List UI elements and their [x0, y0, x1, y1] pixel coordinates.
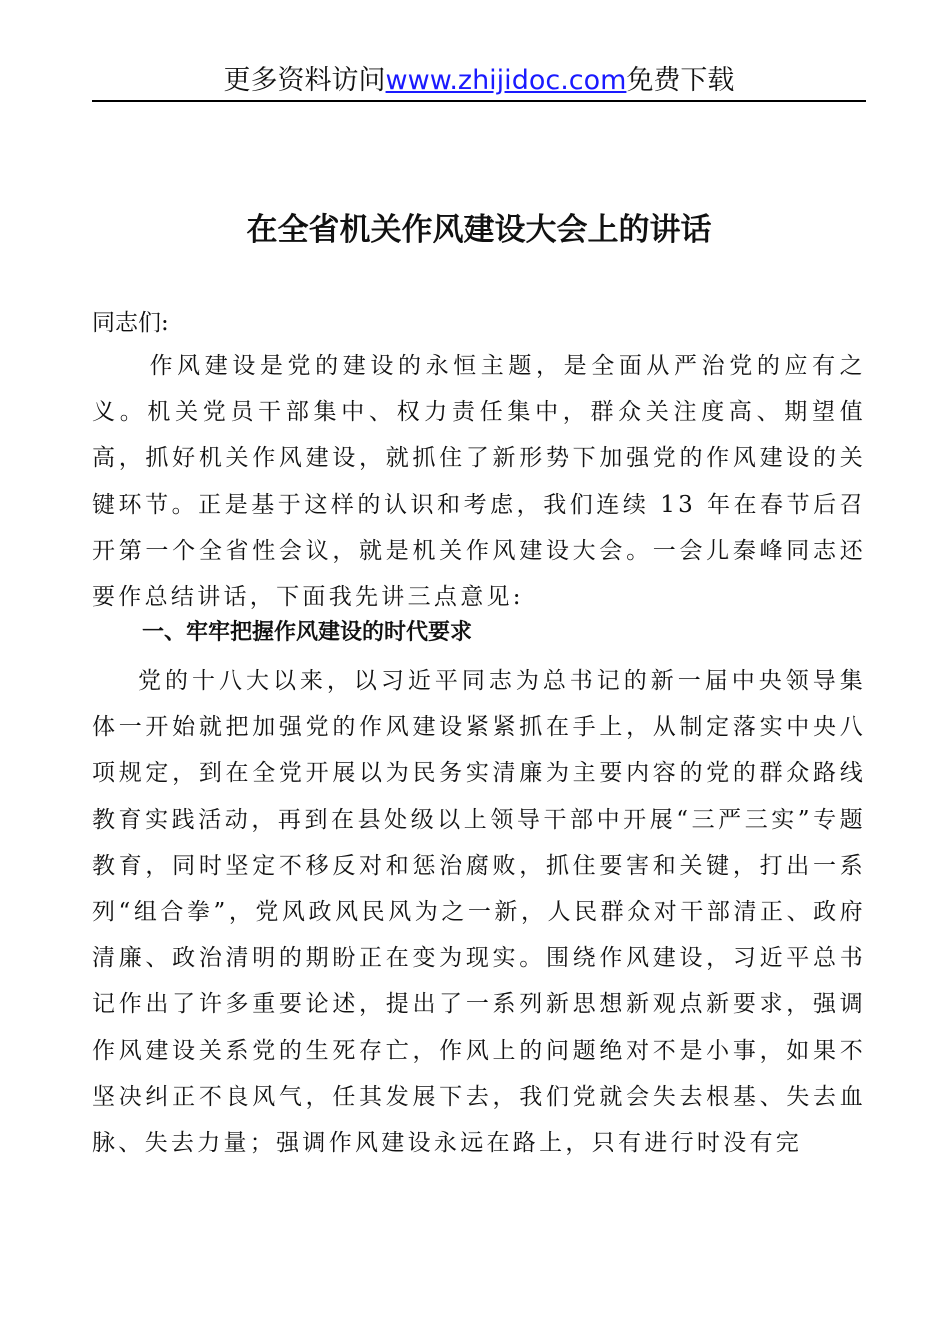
paragraph-intro: 作风建设是党的建设的永恒主题，是全面从严治党的应有之义。机关党员干部集中、权力责任集中，群众关注度高、期望值高，抓好机关作风建设，就抓住了新形势下加强党的作风建设的关键环节。正是基于这样的认识和考虑，我们连续 13 年在春节后召开第一个全省性会议，就是机关作风建设大会。一会儿秦峰同志还要作总结讲话，下面我先讲三点意见: [92, 353, 866, 611]
document-title: 在全省机关作风建设大会上的讲话 [246, 212, 712, 248]
header-divider [92, 100, 866, 102]
paragraph-body: 党的十八大以来，以习近平同志为总书记的新一届中央领导集体一开始就把加强党的作风建设紧紧抓在手上，从制定落实中央八项规定，到在全党开展以为民务实清廉为主要内容的党的群众路线教育实践活动，再到在县处级以上领导干部中开展“三严三实”专题教育，同时坚定不移反对和惩治腐败，抓住要害和关键，打出一系列“组合拳”，党风政风民风为之一新，人民群众对干部清正、政府清廉、政治清明的期盼正在变为现实。围绕作风建设，习近平总书记作出了许多重要论述，提出了一系列新思想新观点新要求，强调作风建设关系党的生死存亡，作风上的问题绝对不是小事，如果不坚决纠正不良风气，任其发展下去，我们党就会失去根基、失去血脉、失去力量；强调作风建设永远在路上，只有进行时没有完 [92, 668, 866, 1157]
header-suffix: 免费下载 [626, 65, 735, 96]
section-heading: 一、牢牢把握作风建设的时代要求 [142, 620, 473, 645]
header-prefix: 更多资料访问 [223, 65, 386, 96]
salutation: 同志们: [92, 310, 169, 336]
page-header [92, 62, 866, 100]
website-link[interactable]: www.zhijidoc.com [385, 65, 627, 96]
